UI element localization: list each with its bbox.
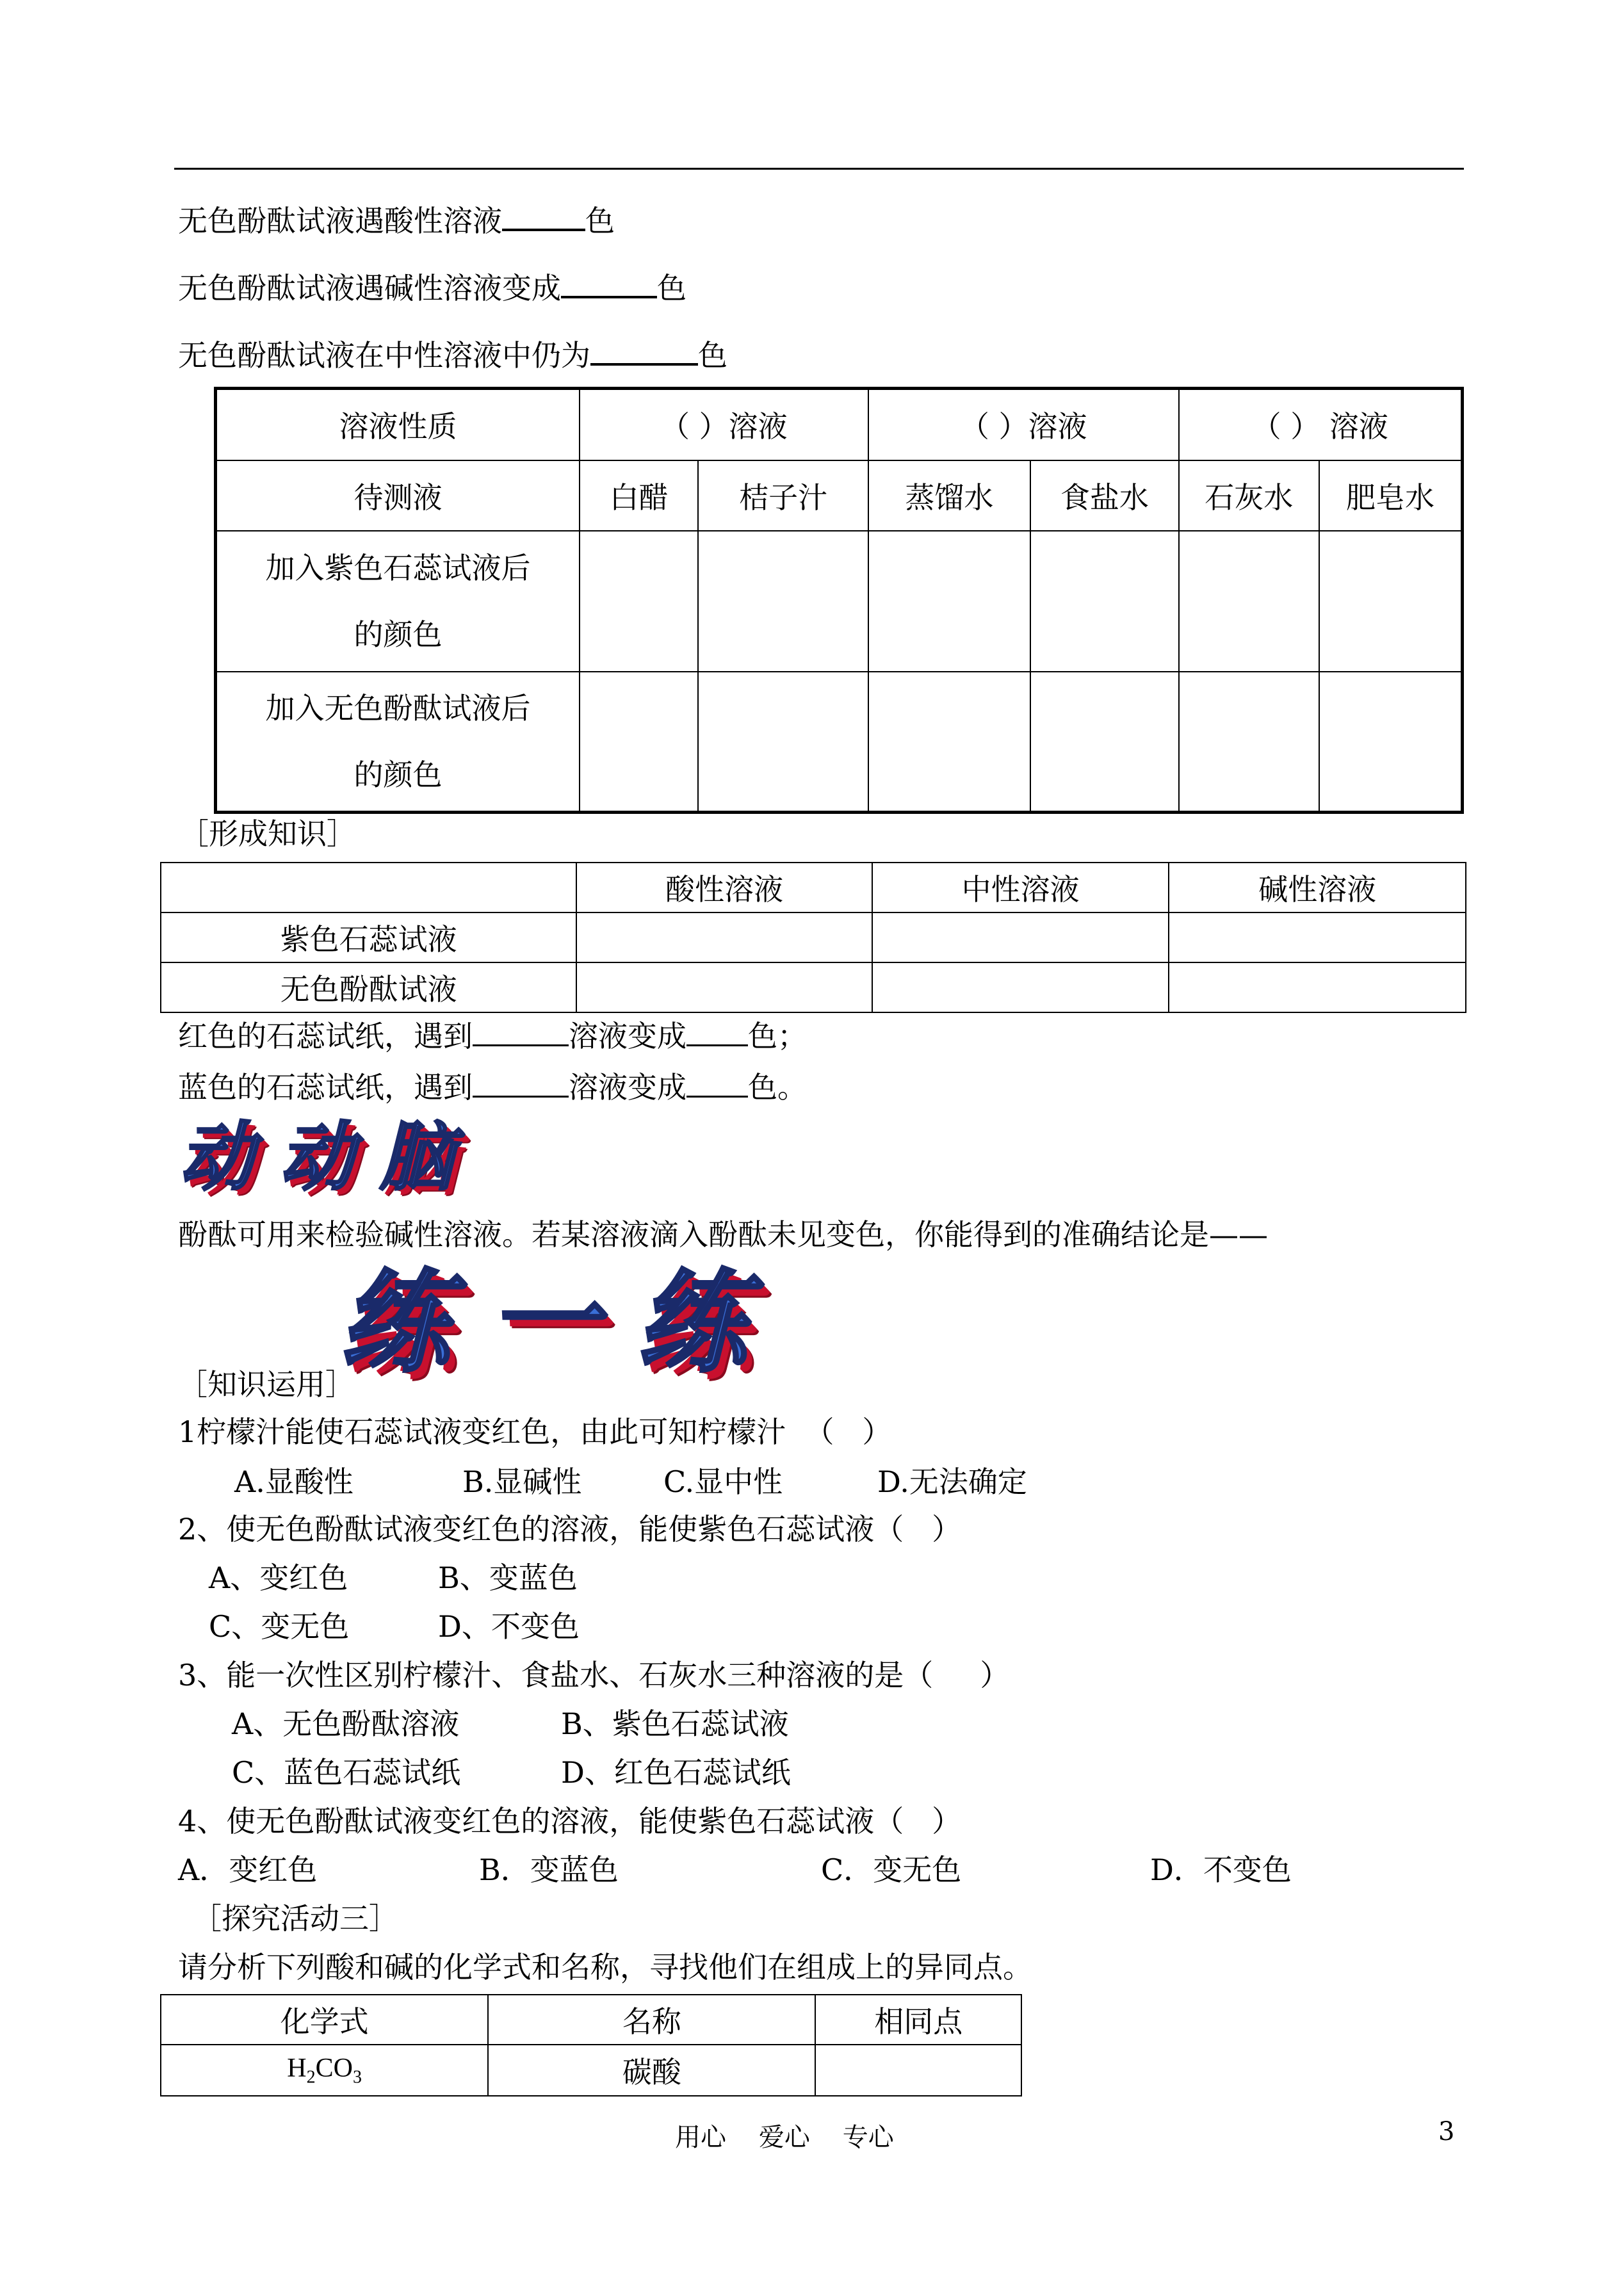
sample-limewater: 石灰水: [1179, 460, 1319, 531]
answer-blank[interactable]: [686, 1071, 748, 1098]
header-type-1: （ ）溶液: [580, 389, 868, 460]
q2-option-a[interactable]: A、变红色: [209, 1561, 348, 1595]
question-3: 3、能一次性区别柠檬汁、食盐水、石灰水三种溶液的是（ ）: [178, 1658, 1010, 1692]
section-form-knowledge: ［形成知识］: [179, 816, 356, 851]
q4-option-d[interactable]: D．不变色: [1150, 1853, 1292, 1887]
think-question: 酚酞可用来检验碱性溶液。若某溶液滴入酚酞未见变色，你能得到的准确结论是——: [178, 1217, 1268, 1252]
row-label-phenolphthalein: 加入无色酚酞试液后 的颜色: [216, 672, 580, 813]
sample-distilled-water: 蒸馏水: [868, 460, 1030, 531]
q3-option-b[interactable]: B、紫色石蕊试液: [561, 1707, 789, 1741]
answer-cell[interactable]: [698, 672, 868, 813]
formula-table: [160, 1994, 1022, 2096]
intro-line-1: 无色酚酞试液遇酸性溶液 色: [178, 204, 615, 238]
answer-cell[interactable]: [576, 962, 872, 1012]
answer-blank[interactable]: [590, 339, 698, 366]
summary-header-basic: 碱性溶液: [1169, 863, 1466, 912]
header-rule: [174, 168, 1464, 170]
header-type-2: （ ）溶液: [868, 389, 1179, 460]
row-label-sample: 待测液: [216, 460, 580, 531]
page-number: 3: [1438, 2117, 1455, 2146]
intro-line-2: 无色酚酞试液遇碱性溶液变成 色: [178, 271, 686, 305]
answer-cell[interactable]: [576, 912, 872, 962]
q1-option-a[interactable]: A.显酸性: [234, 1464, 353, 1499]
q3-option-a[interactable]: A、无色酚酞溶液: [232, 1707, 460, 1741]
answer-cell[interactable]: [698, 531, 868, 672]
answer-blank[interactable]: [561, 272, 657, 298]
sample-soap-water: 肥皂水: [1319, 460, 1463, 531]
question-4: 4、使无色酚酞试液变红色的溶液，能使紫色石蕊试液（ ）: [178, 1804, 962, 1838]
q2-option-b[interactable]: B、变蓝色: [438, 1561, 578, 1595]
answer-cell[interactable]: [868, 531, 1030, 672]
answer-cell[interactable]: [1319, 531, 1463, 672]
q4-option-b[interactable]: B．变蓝色: [479, 1853, 619, 1887]
indicator-experiment-table: [214, 387, 1464, 814]
answer-cell[interactable]: [1179, 531, 1319, 672]
summary-header-acidic: 酸性溶液: [576, 863, 872, 912]
answer-cell[interactable]: [1030, 672, 1178, 813]
art-title-practice: 练 一 练: [339, 1258, 747, 1387]
sample-orange-juice: 桔子汁: [698, 460, 868, 531]
formula-cell: $H_2CO_3$: [161, 2045, 488, 2096]
row-label-litmus: 加入紫色石蕊试液后 的颜色: [216, 531, 580, 672]
answer-cell[interactable]: [1179, 672, 1319, 813]
summary-table: [160, 862, 1466, 1013]
summary-row-litmus: 紫色石蕊试液: [161, 912, 576, 962]
question-2: 2、使无色酚酞试液变红色的溶液，能使紫色石蕊试液（ ）: [178, 1512, 962, 1546]
q3-option-d[interactable]: D、红色石蕊试纸: [561, 1755, 791, 1790]
answer-cell[interactable]: [872, 962, 1169, 1012]
q1-option-c[interactable]: C.显中性: [663, 1464, 783, 1499]
summary-header-neutral: 中性溶液: [872, 863, 1169, 912]
answer-blank[interactable]: [473, 1071, 569, 1098]
answer-cell[interactable]: [1030, 531, 1178, 672]
section-knowledge-apply: ［知识运用］: [178, 1367, 355, 1402]
answer-cell[interactable]: [1169, 962, 1466, 1012]
answer-cell[interactable]: [580, 531, 699, 672]
formula-header-common: 相同点: [815, 1995, 1021, 2045]
sample-vinegar: 白醋: [580, 460, 699, 531]
answer-cell[interactable]: [1319, 672, 1463, 813]
formula-header-formula: 化学式: [161, 1995, 488, 2045]
question-1: 1柠檬汁能使石蕊试液变红色，由此可知柠檬汁 （ ）: [178, 1415, 892, 1449]
footer-motto: 用心 爱心 专心: [675, 2123, 894, 2152]
q2-option-d[interactable]: D、不变色: [438, 1609, 580, 1644]
header-property: 溶液性质: [216, 389, 580, 460]
sample-salt-water: 食盐水: [1030, 460, 1178, 531]
summary-header-blank: [161, 863, 576, 912]
q2-option-c[interactable]: C、变无色: [209, 1609, 350, 1644]
answer-cell[interactable]: [868, 672, 1030, 813]
answer-cell[interactable]: [580, 672, 699, 813]
art-title-think: 动 动 脑: [179, 1114, 454, 1201]
q3-option-c[interactable]: C、蓝色石蕊试纸: [232, 1755, 461, 1790]
answer-blank[interactable]: [502, 204, 585, 231]
answer-cell[interactable]: [872, 912, 1169, 962]
answer-blank[interactable]: [686, 1020, 748, 1046]
summary-row-phenolphthalein: 无色酚酞试液: [161, 962, 576, 1012]
formula-header-name: 名称: [488, 1995, 815, 2045]
section-explore-3: ［探究活动三］: [192, 1901, 398, 1936]
q1-option-b[interactable]: B.显碱性: [462, 1464, 582, 1499]
answer-blank[interactable]: [473, 1020, 569, 1046]
explore-question: 请分析下列酸和碱的化学式和名称，寻找他们在组成上的异同点。: [178, 1950, 1032, 1984]
intro-line-3: 无色酚酞试液在中性溶液中仍为 色: [178, 338, 727, 373]
answer-cell[interactable]: [1169, 912, 1466, 962]
paper-line-blue: 蓝色的石蕊试纸，遇到 溶液变成 色。: [178, 1070, 807, 1105]
paper-line-red: 红色的石蕊试纸，遇到 溶液变成 色；: [178, 1019, 807, 1053]
header-type-3: （ ） 溶液: [1179, 389, 1463, 460]
answer-cell[interactable]: [815, 2045, 1021, 2096]
q4-option-c[interactable]: C．变无色: [821, 1853, 962, 1887]
q4-option-a[interactable]: A．变红色: [178, 1853, 318, 1887]
q1-option-d[interactable]: D.无法确定: [877, 1464, 1027, 1499]
name-cell: 碳酸: [488, 2045, 815, 2096]
